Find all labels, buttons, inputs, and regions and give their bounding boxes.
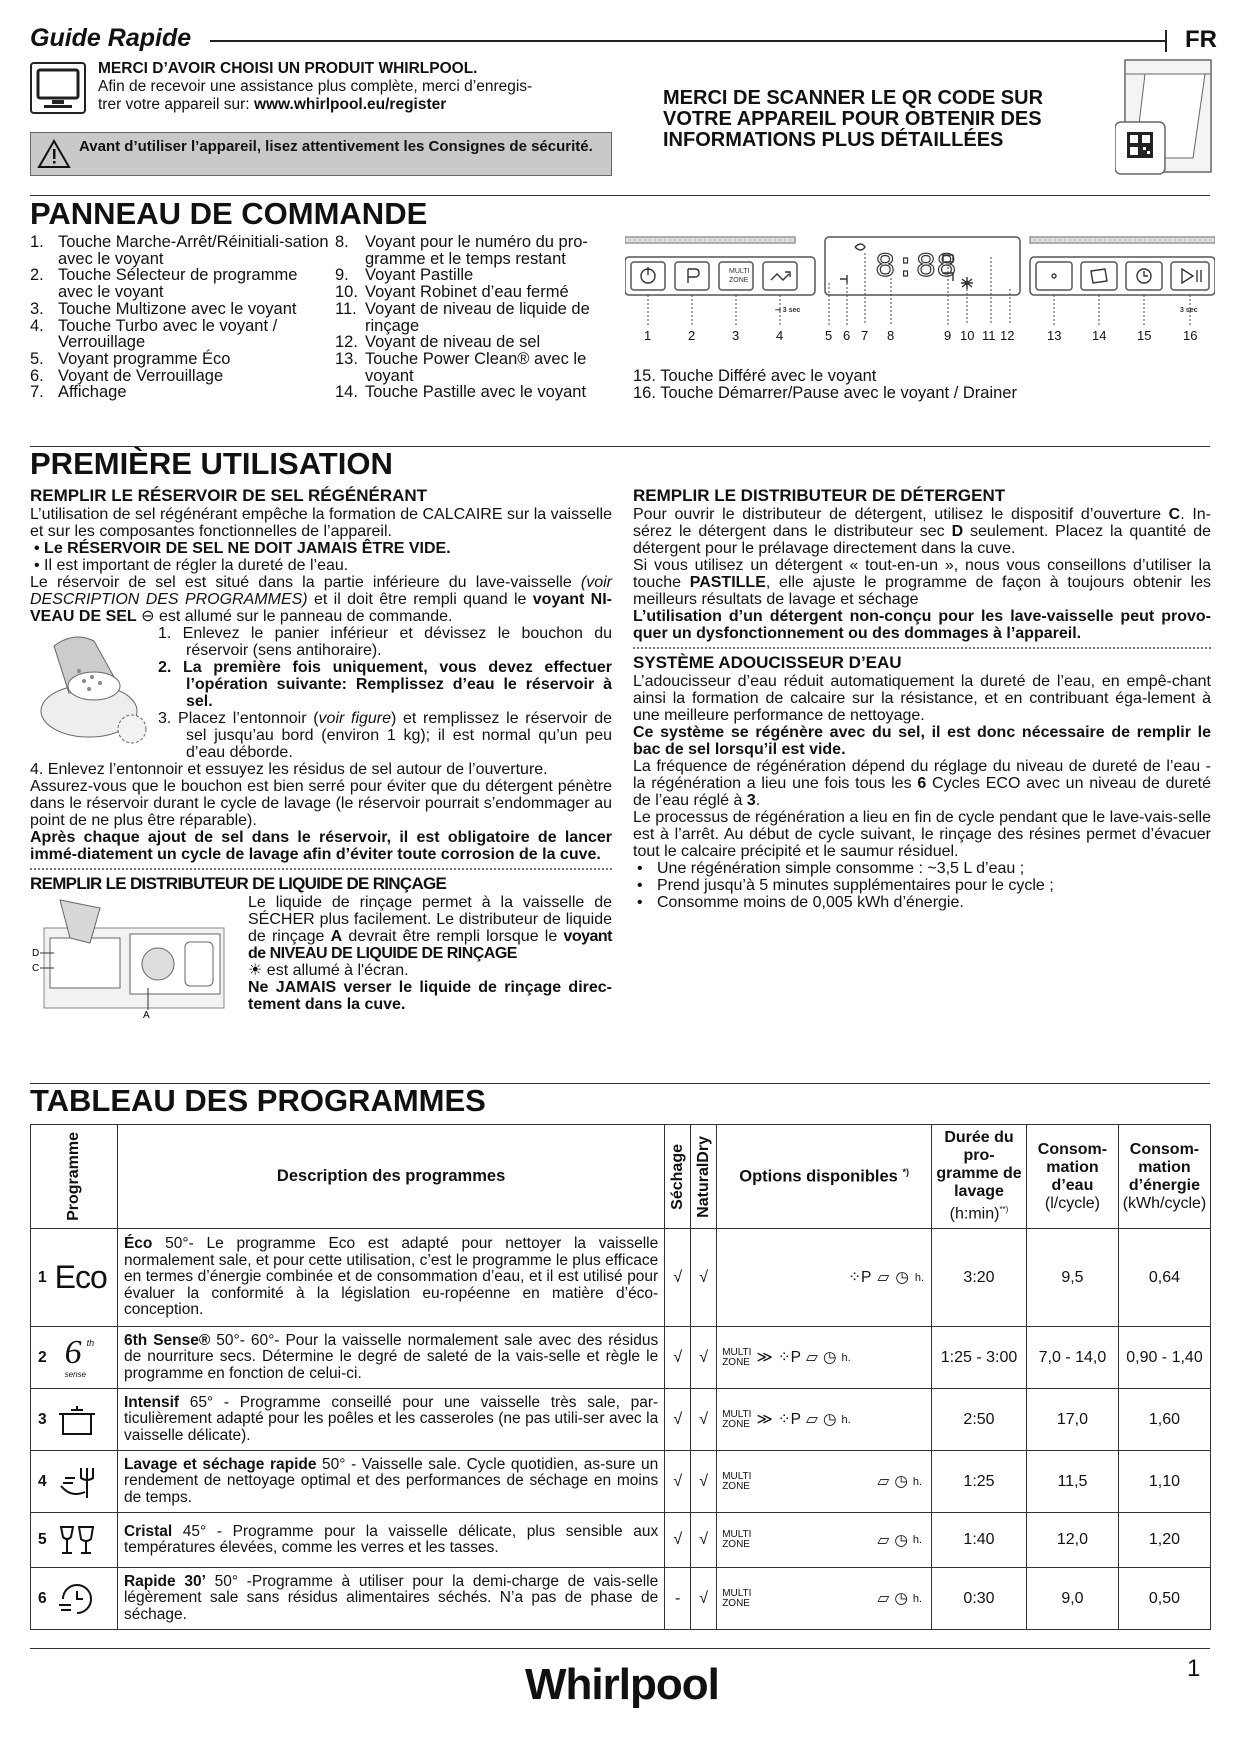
col-water: Consom-mation d’eau (l/cycle) bbox=[1026, 1125, 1118, 1229]
softener-bullet: • Prend jusqu’à 5 minutes supplémentaires pour le cycle ; bbox=[637, 877, 1054, 894]
salt-corrosion-note: Après chaque ajout de sel dans le réservoir, il est obligatoire de lancer immé-diatement un cycle de lavage afin d’éviter toute corrosion de la cuve. bbox=[30, 829, 612, 863]
col-description: Description des programmes bbox=[117, 1125, 664, 1229]
power-clean-icon: ▱ bbox=[877, 1473, 890, 1490]
power-clean-icon: ▱ bbox=[877, 1269, 890, 1286]
intro-text bbox=[98, 60, 618, 114]
softener-intro: L’adoucisseur d’eau réduit automatiquement la dureté de l’eau, en empê-chant ainsi la formation de calcaire sur la résistance, et en contribuant éga-lement à une meilleure performance de nettoyage. bbox=[633, 673, 1211, 724]
display-digits: 8:88 bbox=[875, 249, 957, 287]
control-panel-list-right bbox=[335, 234, 615, 401]
rinse-dispenser-illustration bbox=[30, 898, 230, 1018]
thanks-heading: MERCI D’AVOIR CHOISI UN PRODUIT WHIRLPOOL. bbox=[98, 60, 478, 77]
footer-rule bbox=[30, 1648, 1210, 1649]
salt-bullet-1: • Le RÉSERVOIR DE SEL NE DOIT JAMAIS ÊTRE VIDE. bbox=[34, 540, 451, 557]
power-clean-icon: ▱ bbox=[877, 1531, 890, 1549]
monitor-icon bbox=[30, 62, 86, 114]
table-row: 3 Intensif 65° - Programme conseillé pour une vaisselle très sale, par-ticulièrement adapté pour les poêles et les casseroles (ne pas utili-ser avec la vaisselle délicate). √ √ MULTI ZONE ≫ ⁘P ▱ ◷ h. 2:50 17,0 1,60 bbox=[31, 1389, 1211, 1451]
rinse-section bbox=[30, 894, 612, 1024]
eco-icon: Eco bbox=[54, 1259, 107, 1295]
salt-location: Le réservoir de sel est situé dans la partie inférieure du lave-vaisselle (voir DESCRIPTION DES PROGRAMMES) et il doit être rempli quand le voyant NI-VEAU DE SEL ⊖ est allumé sur le panneau de commande. bbox=[30, 574, 613, 625]
program-description: Rapide 30’ 50° -Programme à utiliser pour la demi-charge de vais-selle légèrement sale sans résidus alimentaires séchés. N’a pas de phase de séchage. bbox=[117, 1568, 664, 1630]
salt-section bbox=[30, 486, 612, 1024]
detergent-softener-section bbox=[633, 486, 1211, 911]
qr-instructions: MERCI DE SCANNER LE QR CODE SUR VOTRE APPAREIL POUR OBTENIR DES INFORMATIONS PLUS DÉTAILLÉES bbox=[663, 87, 1044, 151]
first-use-title: PREMIÈRE UTILISATION bbox=[30, 446, 393, 481]
tablet-icon: ⁘P bbox=[848, 1269, 872, 1286]
salt-step-1: 1. Enlevez le panier inférieur et dévissez le bouchon du réservoir (sens antihoraire). bbox=[158, 625, 612, 659]
whirlpool-logo: Whirlpool bbox=[525, 1660, 719, 1709]
col-program: Programme bbox=[31, 1125, 118, 1229]
softener-process: Le processus de régénération a lieu en fin de cycle pendant que le lave-vais-selle est à l’arrêt. Au début de cycle suivant, le rinçage des résines permet d’évacuer tout le calcaire précipité et le saumur résiduel. bbox=[633, 809, 1211, 860]
table-row: 2 6 th sense 6th Sense® 50°- 60°- Pour la vaisselle normalement sale avec des résidus de nourriture secs. Détermine le degré de saleté de la vais-selle et règle le programme en fonction de celui-ci. √ √ MULTI ZONE ≫ ⁘P ▱ ◷ h. 1:25 - 3:00 7,0 - 14,0 0,90 - 1,40 bbox=[31, 1327, 1211, 1389]
program-button bbox=[675, 262, 709, 290]
salt-intro: L’utilisation de sel régénérant empêche la formation de CALCAIRE sur la vaisselle et sur les composantes fonctionnelles de l’appareil. bbox=[30, 506, 612, 540]
table-row: 4 Lavage et séchage rapide 50° - Vaisselle sale. Cycle quotidien, as-sure un rendement de nettoyage optimal et des performances de séchage en moins de temps. √ √ MULTI ZONE ▱ ◷ h. 1:25 11,5 1,10 bbox=[31, 1451, 1211, 1513]
intro-line-2: trer votre appareil sur: www.whirlpool.eu/register bbox=[98, 96, 447, 113]
warning-icon bbox=[37, 139, 71, 169]
rinse-title: REMPLIR LE DISTRIBUTEUR DE LIQUIDE DE RINÇAGE bbox=[30, 874, 447, 893]
delay-icon: ◷ bbox=[895, 1269, 909, 1286]
col-drying: Séchage bbox=[665, 1125, 691, 1229]
softener-bullet: • Consomme moins de 0,005 kWh d’énergie. bbox=[637, 894, 964, 911]
col-options: Options disponibles *) bbox=[717, 1125, 932, 1229]
list-item: 13. Touche Power Clean® avec le voyant bbox=[335, 349, 587, 385]
sixth-sense-icon: 6 th sense bbox=[64, 1333, 95, 1379]
language-label: FR bbox=[1185, 26, 1217, 53]
multizone-icon: MULTI ZONE bbox=[722, 1529, 752, 1550]
delay-icon: ◷ bbox=[894, 1531, 908, 1549]
col-energy: Consom-mation d’énergie (kWh/cycle) bbox=[1118, 1125, 1210, 1229]
safety-warning-box bbox=[30, 132, 612, 176]
power-clean-icon: ▱ bbox=[877, 1590, 890, 1607]
label-a: A bbox=[143, 1010, 150, 1018]
delay-icon: ◷ bbox=[822, 1349, 837, 1366]
turbo-button bbox=[763, 262, 797, 290]
col-naturaldry: NaturalDry bbox=[691, 1125, 717, 1229]
multizone-icon: MULTI ZONE bbox=[722, 1408, 752, 1430]
rapid-30-icon bbox=[57, 1581, 97, 1617]
control-panel-title: PANNEAU DE COMMANDE bbox=[30, 196, 428, 231]
delay-icon: ◷ bbox=[822, 1411, 837, 1428]
intro-line-1: Afin de recevoir une assistance plus complète, merci d’enregis- bbox=[98, 78, 533, 95]
list-item: 15. Touche Différé avec le voyant bbox=[633, 367, 877, 385]
power-button bbox=[631, 262, 665, 290]
register-link[interactable]: www.whirlpool.eu/register bbox=[253, 96, 447, 113]
header-rule bbox=[210, 40, 1165, 42]
label-c: C bbox=[32, 963, 40, 974]
detergent-warning: L’utilisation d’un détergent non-conçu pour les lave-vaisselle peut provo-quer un dysfonctionnement ou des dommages à l’appareil. bbox=[633, 608, 1211, 642]
control-panel-list-bottom bbox=[633, 368, 1017, 402]
multizone-icon: MULTI ZONE bbox=[722, 1470, 752, 1492]
table-row: 5 Cristal 45° - Programme pour la vaisselle délicate, plus sensible aux températures élevées, comme les verres et les tasses. √ √ MULTI ZONE ▱ ◷ h. 1:40 12,0 1,20 bbox=[31, 1513, 1211, 1568]
svg-text:ZONE: ZONE bbox=[729, 277, 749, 284]
dotted-separator bbox=[633, 647, 1211, 649]
program-description: Éco 50°- Le programme Eco est adapté pour nettoyer la vaisselle normalement sale, et pour cette utilisation, c’est le programme le plus efficace en termes d’énergie combinée et de consommation d’eau, et il est utilisé pour évaluer la conformité à la législation eu-ropéenne en matière d’éco-conception. bbox=[117, 1229, 664, 1327]
salt-step-4: 4. Enlevez l’entonnoir et essuyez les résidus de sel autour de l’ouverture. bbox=[30, 761, 548, 778]
salt-steps bbox=[30, 625, 612, 761]
programs-table bbox=[30, 1124, 1211, 1630]
rinse-level-icon: ☀ bbox=[248, 962, 263, 979]
list-item: 6. Voyant de Verrouillage bbox=[30, 366, 224, 385]
multizone-icon: MULTI ZONE bbox=[722, 1346, 752, 1368]
list-item: 4. Touche Turbo avec le voyant / Verrouillage bbox=[30, 316, 278, 352]
salt-step-2: 2. La première fois uniquement, vous devez effectuer l’opération suivante: Remplissez d’eau le réservoir à sel. bbox=[158, 659, 612, 710]
delay-icon: ◷ bbox=[894, 1590, 908, 1607]
program-description: Cristal 45° - Programme pour la vaisselle délicate, plus sensible aux températures élevées, comme les verres et les tasses. bbox=[117, 1513, 664, 1568]
table-row: 1 Eco Éco 50°- Le programme Eco est adapté pour nettoyer la vaisselle normalement sale, et pour cette utilisation, c’est le programme le plus efficace en termes d’énergie combinée et de consommation d’eau, et il est utilisé pour évaluer la conformité à la législation eu-ropéenne en matière d’éco-conception. √ √ ⁘P ▱ ◷ h. 3:20 9,5 0,64 bbox=[31, 1229, 1211, 1327]
softener-frequency: La fréquence de régénération dépend du réglage du niveau de dureté de l’eau - la régénération a lieu une fois tous les 6 Cycles ECO avec un niveau de dureté de l’eau réglé à 3. bbox=[633, 758, 1212, 809]
list-item: 12. Voyant de niveau de sel bbox=[335, 333, 541, 352]
svg-text:MULTI: MULTI bbox=[729, 268, 750, 275]
quick-wash-dry-icon bbox=[57, 1464, 97, 1500]
salt-bullet-2: • Il est important de régler la dureté de l’eau. bbox=[34, 557, 349, 574]
list-item: 16. Touche Démarrer/Pause avec le voyant / Drainer bbox=[633, 384, 1017, 402]
intensive-pot-icon bbox=[57, 1402, 97, 1438]
salt-step-3: 3. Placez l’entonnoir (voir figure) et remplissez le réservoir de sel jusqu’au bord (environ 1 kg); il est normal qu’un peu d’eau déborde. bbox=[158, 710, 613, 761]
turbo-icon: ≫ bbox=[756, 1349, 773, 1366]
program-description: Lavage et séchage rapide 50° - Vaisselle sale. Cycle quotidien, as-sure un rendement de nettoyage optimal et des performances de séchage en moins de temps. bbox=[117, 1451, 664, 1513]
crystal-glasses-icon bbox=[57, 1523, 97, 1557]
control-panel-list-left bbox=[30, 234, 330, 401]
list-item: 10. Voyant Robinet d’eau fermé bbox=[335, 283, 569, 302]
list-item: 2. Touche Sélecteur de programme avec le voyant bbox=[30, 266, 298, 302]
list-item: 3. Touche Multizone avec le voyant bbox=[30, 299, 297, 318]
program-description: Intensif 65° - Programme conseillé pour une vaisselle très sale, par-ticulièrement adapté pour les poêles et les casseroles (ne pas utili-ser avec la vaisselle délicate). bbox=[117, 1389, 664, 1451]
tablet-icon: ⁘P bbox=[777, 1349, 802, 1366]
detergent-title: REMPLIR LE DISTRIBUTEUR DE DÉTERGENT bbox=[633, 486, 1006, 505]
detergent-text: Pour ouvrir le distributeur de détergent, utilisez le dispositif d’ouverture C. In-sérez le détergent dans le distributeur sec D seulement. Placez la quantité de détergent pour le prélavage directement dans la cuve. bbox=[633, 506, 1212, 557]
list-item: 11. Voyant de niveau de liquide de rinçage bbox=[335, 299, 590, 335]
power-clean-icon: ▱ bbox=[806, 1411, 818, 1428]
salt-cap-note: Assurez-vous que le bouchon est bien serré pour éviter que du détergent pénètre dans le réservoir durant le cycle de lavage (le réservoir pourrait s’endommager au point de ne plus être réparable). bbox=[30, 778, 612, 829]
label-d: D bbox=[32, 948, 40, 959]
salt-title: REMPLIR LE RÉSERVOIR DE SEL RÉGÉNÉRANT bbox=[30, 486, 428, 505]
programs-table-title: TABLEAU DES PROGRAMMES bbox=[30, 1083, 486, 1118]
safety-warning-text: Avant d’utiliser l’appareil, lisez attentivement les Consignes de sécurité. bbox=[79, 138, 593, 155]
softener-bullet: • Une régénération simple consomme : ~3,5 L d’eau ; bbox=[637, 860, 1025, 877]
salt-level-icon: ⊖ bbox=[136, 608, 155, 625]
delay-icon: ◷ bbox=[894, 1473, 908, 1490]
tablet-icon: ⁘P bbox=[777, 1411, 802, 1428]
multizone-button bbox=[719, 262, 753, 290]
panel-numbers: 1 2 3 4 5 6 7 8 9 10 11 12 13 14 15 16 bbox=[644, 328, 1198, 343]
softener-title: SYSTÈME ADOUCISSEUR D’EAU bbox=[633, 653, 902, 672]
program-description: 6th Sense® 50°- 60°- Pour la vaisselle normalement sale avec des résidus de nourriture secs. Détermine le degré de saleté de la vais-selle et règle le programme en fonction de celui-ci. bbox=[117, 1327, 664, 1389]
list-item: 1. Touche Marche-Arrêt/Réinitiali-sation avec le voyant bbox=[30, 233, 329, 268]
rinse-text: Le liquide de rinçage permet à la vaisselle de SÉCHER plus facilement. Le distributeur de liquide de rinçage A devrait être rempli lorsque le voyant de NIVEAU DE LIQUIDE DE RINÇAGE ☀ est allumé à l'écran. bbox=[248, 894, 612, 979]
list-item: 8. Voyant pour le numéro du pro-gramme et le temps restant bbox=[335, 233, 588, 268]
detergent-tablet-text: Si vous utilisez un détergent « tout-en-un », nous vous conseillons d’utiliser la touche PASTILLE, elle ajuste le programme de façon à toujours obtenir les meilleurs résultats de lavage et séchage bbox=[633, 557, 1212, 608]
list-item: 5. Voyant programme Éco bbox=[30, 349, 231, 368]
page-number: 1 bbox=[1187, 1655, 1201, 1682]
guide-title: Guide Rapide bbox=[30, 24, 192, 52]
header-tick bbox=[1165, 30, 1167, 52]
salt-funnel-illustration bbox=[34, 631, 154, 751]
list-item: 14. Touche Pastille avec le voyant bbox=[335, 383, 587, 402]
svg-text:⊸ 3 sec: ⊸ 3 sec bbox=[775, 307, 801, 314]
list-item: 9. Voyant Pastille bbox=[335, 266, 474, 285]
table-row: 6 Rapide 30’ 50° -Programme à utiliser pour la demi-charge de vais-selle légèrement sale sans résidus alimentaires séchés. N’a pas de phase de séchage. - √ MULTI ZONE ▱ ◷ h. 0:30 9,0 0,50 bbox=[31, 1568, 1211, 1630]
dotted-separator bbox=[30, 868, 612, 870]
power-clean-icon: ▱ bbox=[806, 1349, 818, 1366]
turbo-icon: ≫ bbox=[756, 1411, 773, 1428]
svg-text:3 sec: 3 sec bbox=[1180, 307, 1198, 314]
table-header-row bbox=[31, 1125, 1211, 1229]
col-duration: Durée du pro-gramme de lavage (h:min)**) bbox=[932, 1125, 1027, 1229]
dishwasher-qr-icon bbox=[1115, 58, 1215, 176]
list-item: 7. Affichage bbox=[30, 383, 127, 402]
rinse-warning: Ne JAMAIS verser le liquide de rinçage direc-tement dans la cuve. bbox=[248, 979, 612, 1013]
softener-salt-note: Ce système se régénère avec du sel, il est donc nécessaire de remplir le bac de sel lorsqu’il est vide. bbox=[633, 724, 1211, 758]
multizone-icon: MULTI ZONE bbox=[722, 1587, 752, 1609]
